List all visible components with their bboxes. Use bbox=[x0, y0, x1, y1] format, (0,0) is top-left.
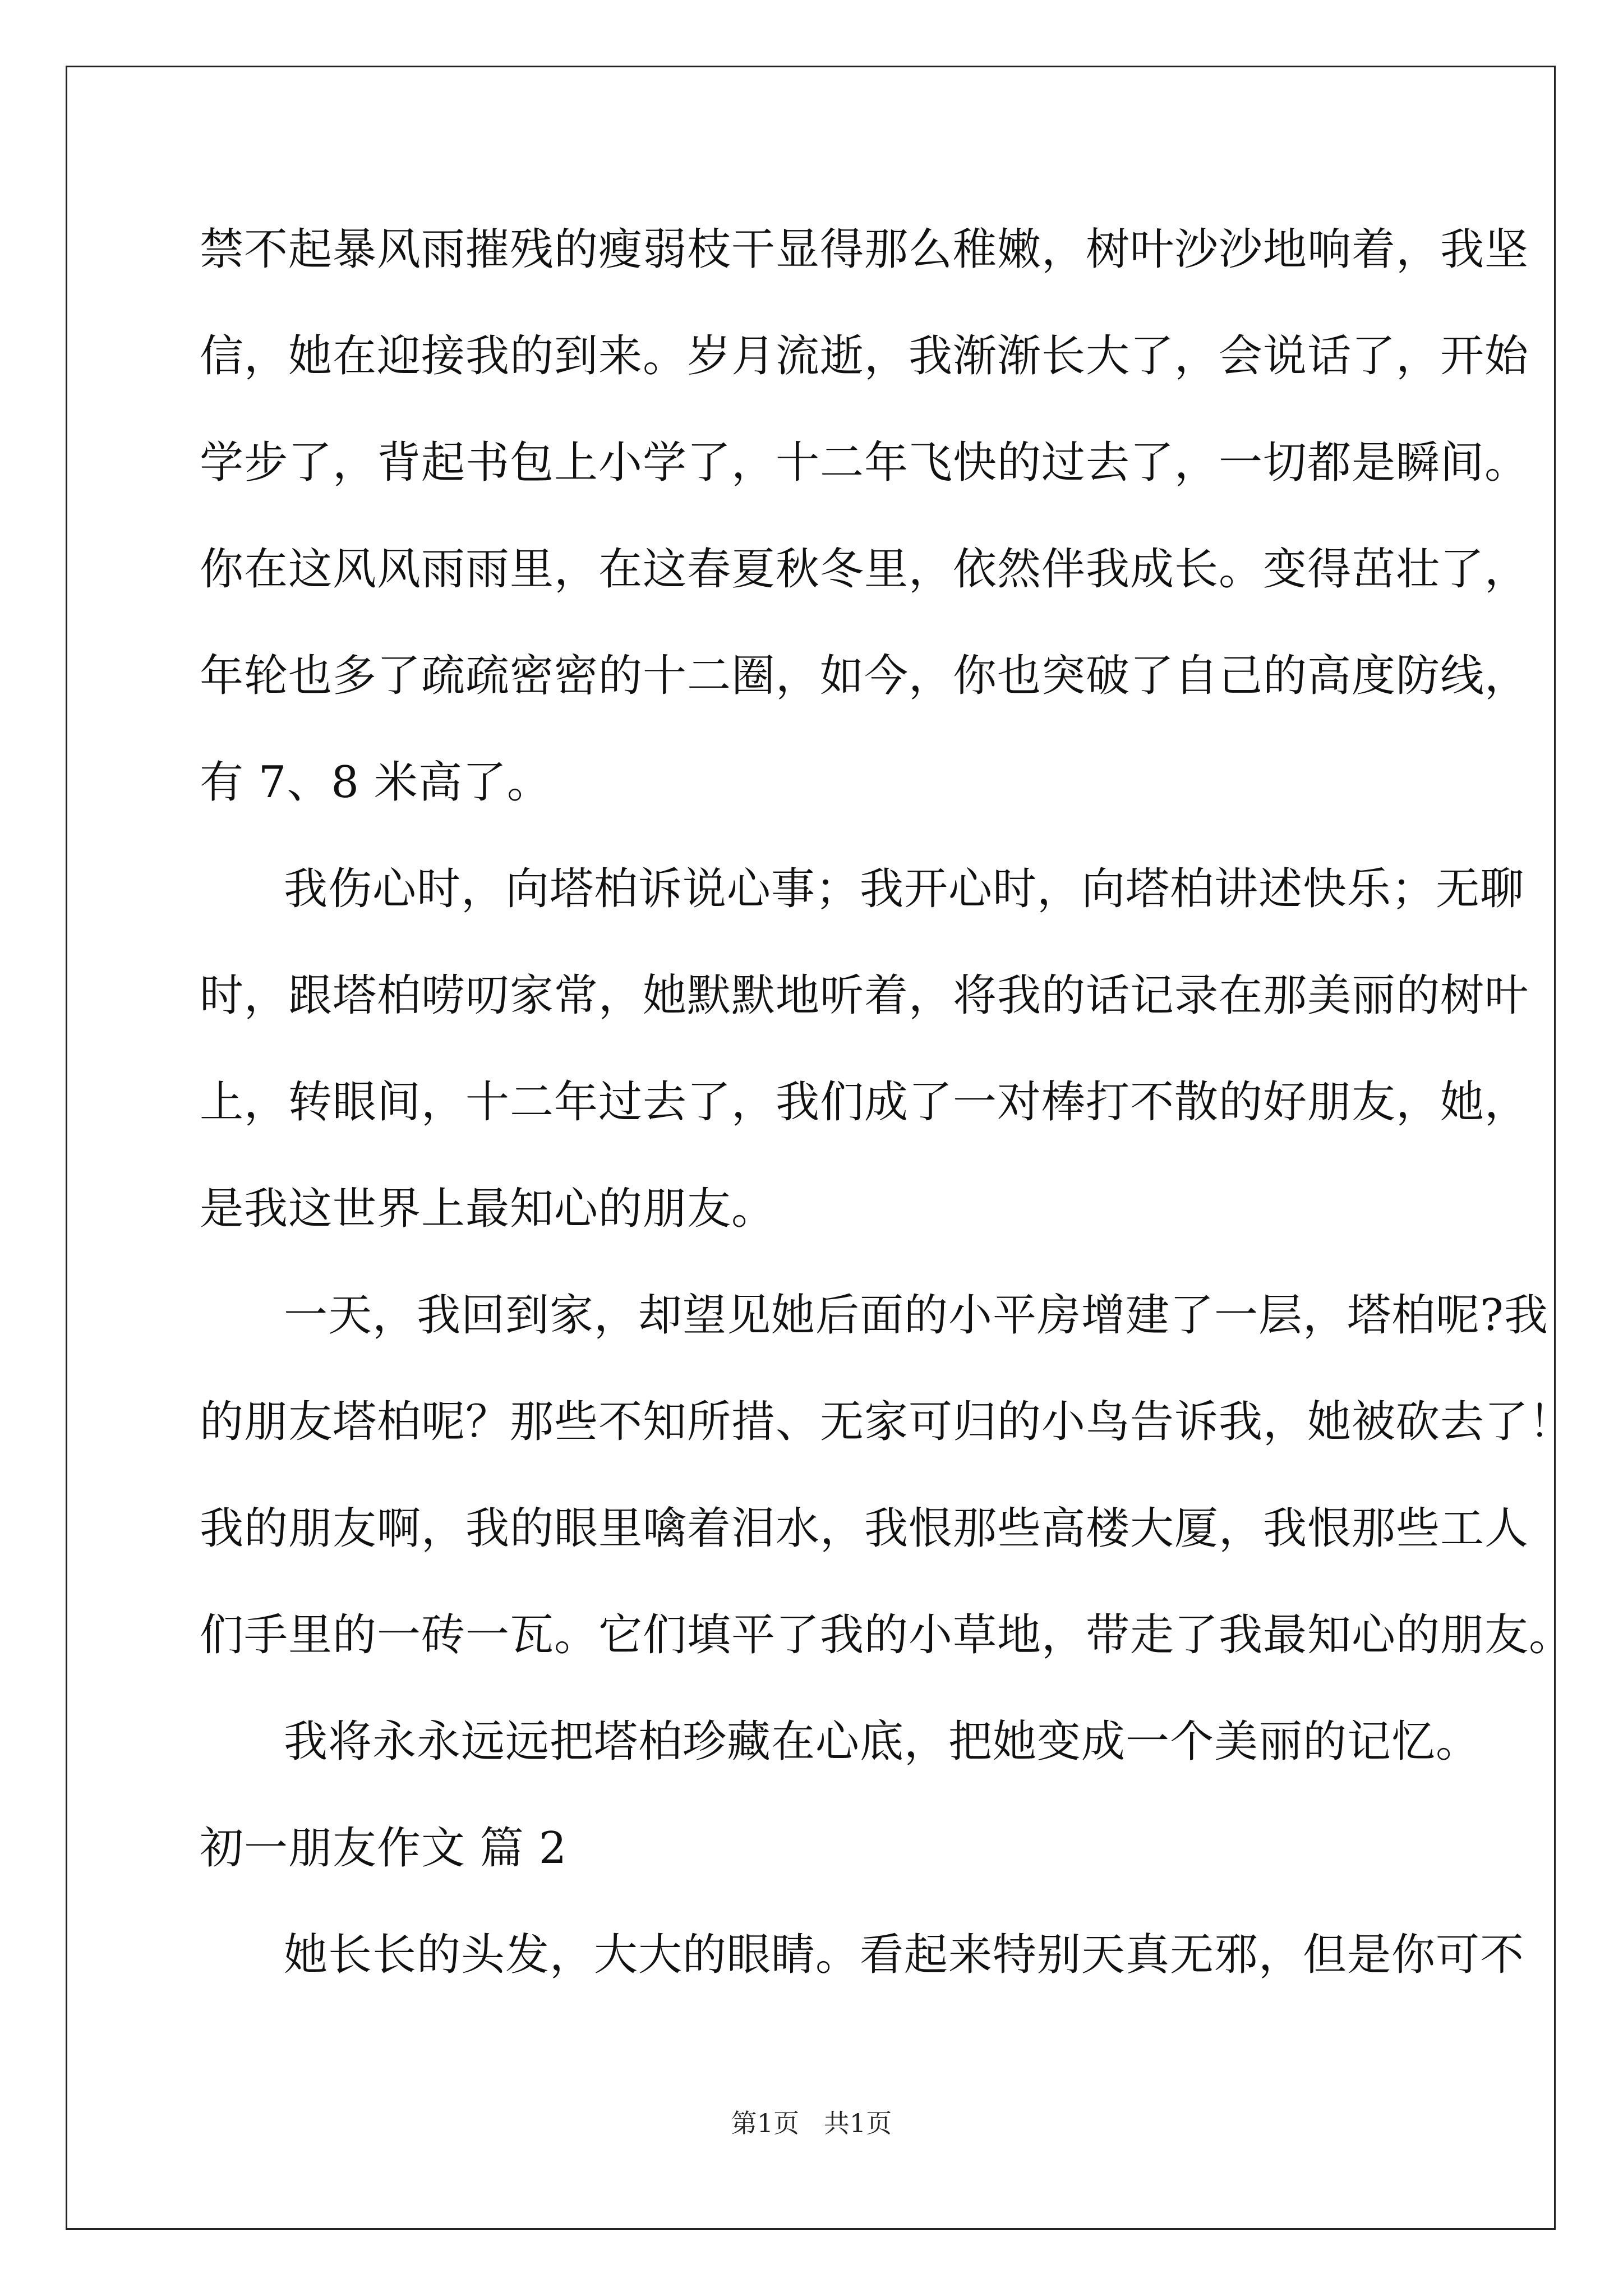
text-line-15: 我将永永远远把塔柏珍藏在心底，把她变成一个美丽的记忆。 bbox=[284, 1717, 1481, 1767]
text-line-9: 上，转眼间，十二年过去了，我们成了一对棒打不散的好朋友，她， bbox=[200, 1077, 1529, 1128]
text-line-8: 时，跟塔柏唠叨家常，她默默地听着，将我的话记录在那美丽的树叶 bbox=[200, 970, 1529, 1021]
text-line-6: 有 7、8 米高了。 bbox=[200, 757, 551, 808]
text-line-7: 我伤心时，向塔柏诉说心事；我开心时，向塔柏讲述快乐；无聊 bbox=[284, 864, 1525, 914]
text-line-5: 年轮也多了疏疏密密的十二圈，如今，你也突破了自己的高度防线， bbox=[200, 651, 1529, 701]
text-line-1: 禁不起暴风雨摧残的瘦弱枝干显得那么稚嫩，树叶沙沙地响着，我坚 bbox=[200, 224, 1529, 275]
document-body bbox=[200, 208, 1574, 2019]
text-line-3: 学步了，背起书包上小学了，十二年飞快的过去了，一切都是瞬间。 bbox=[200, 438, 1529, 488]
page-footer: 第1页 共1页 bbox=[731, 2108, 892, 2138]
section-heading: 初一朋友作文 篇 2 bbox=[200, 1823, 568, 1874]
text-line-4: 你在这风风雨雨里，在这春夏秋冬里，依然伴我成长。变得茁壮了， bbox=[200, 544, 1529, 595]
text-line-11: 一天，我回到家，却望见她后面的小平房增建了一层，塔柏呢?我 bbox=[284, 1290, 1548, 1341]
text-line-2: 信，她在迎接我的到来。岁月流逝，我渐渐长大了，会说话了，开始 bbox=[200, 331, 1529, 381]
text-line-17: 她长长的头发，大大的眼睛。看起来特别天真无邪，但是你可不 bbox=[284, 1930, 1525, 1980]
text-line-13: 我的朋友啊，我的眼里噙着泪水，我恨那些高楼大厦，我恨那些工人 bbox=[200, 1503, 1529, 1554]
text-line-10: 是我这世界上最知心的朋友。 bbox=[200, 1184, 776, 1234]
text-line-14: 们手里的一砖一瓦。它们填平了我的小草地，带走了我最知心的朋友。 bbox=[200, 1610, 1574, 1660]
text-line-12: 的朋友塔柏呢？那些不知所措、无家可归的小鸟告诉我，她被砍去了！ bbox=[200, 1397, 1574, 1447]
